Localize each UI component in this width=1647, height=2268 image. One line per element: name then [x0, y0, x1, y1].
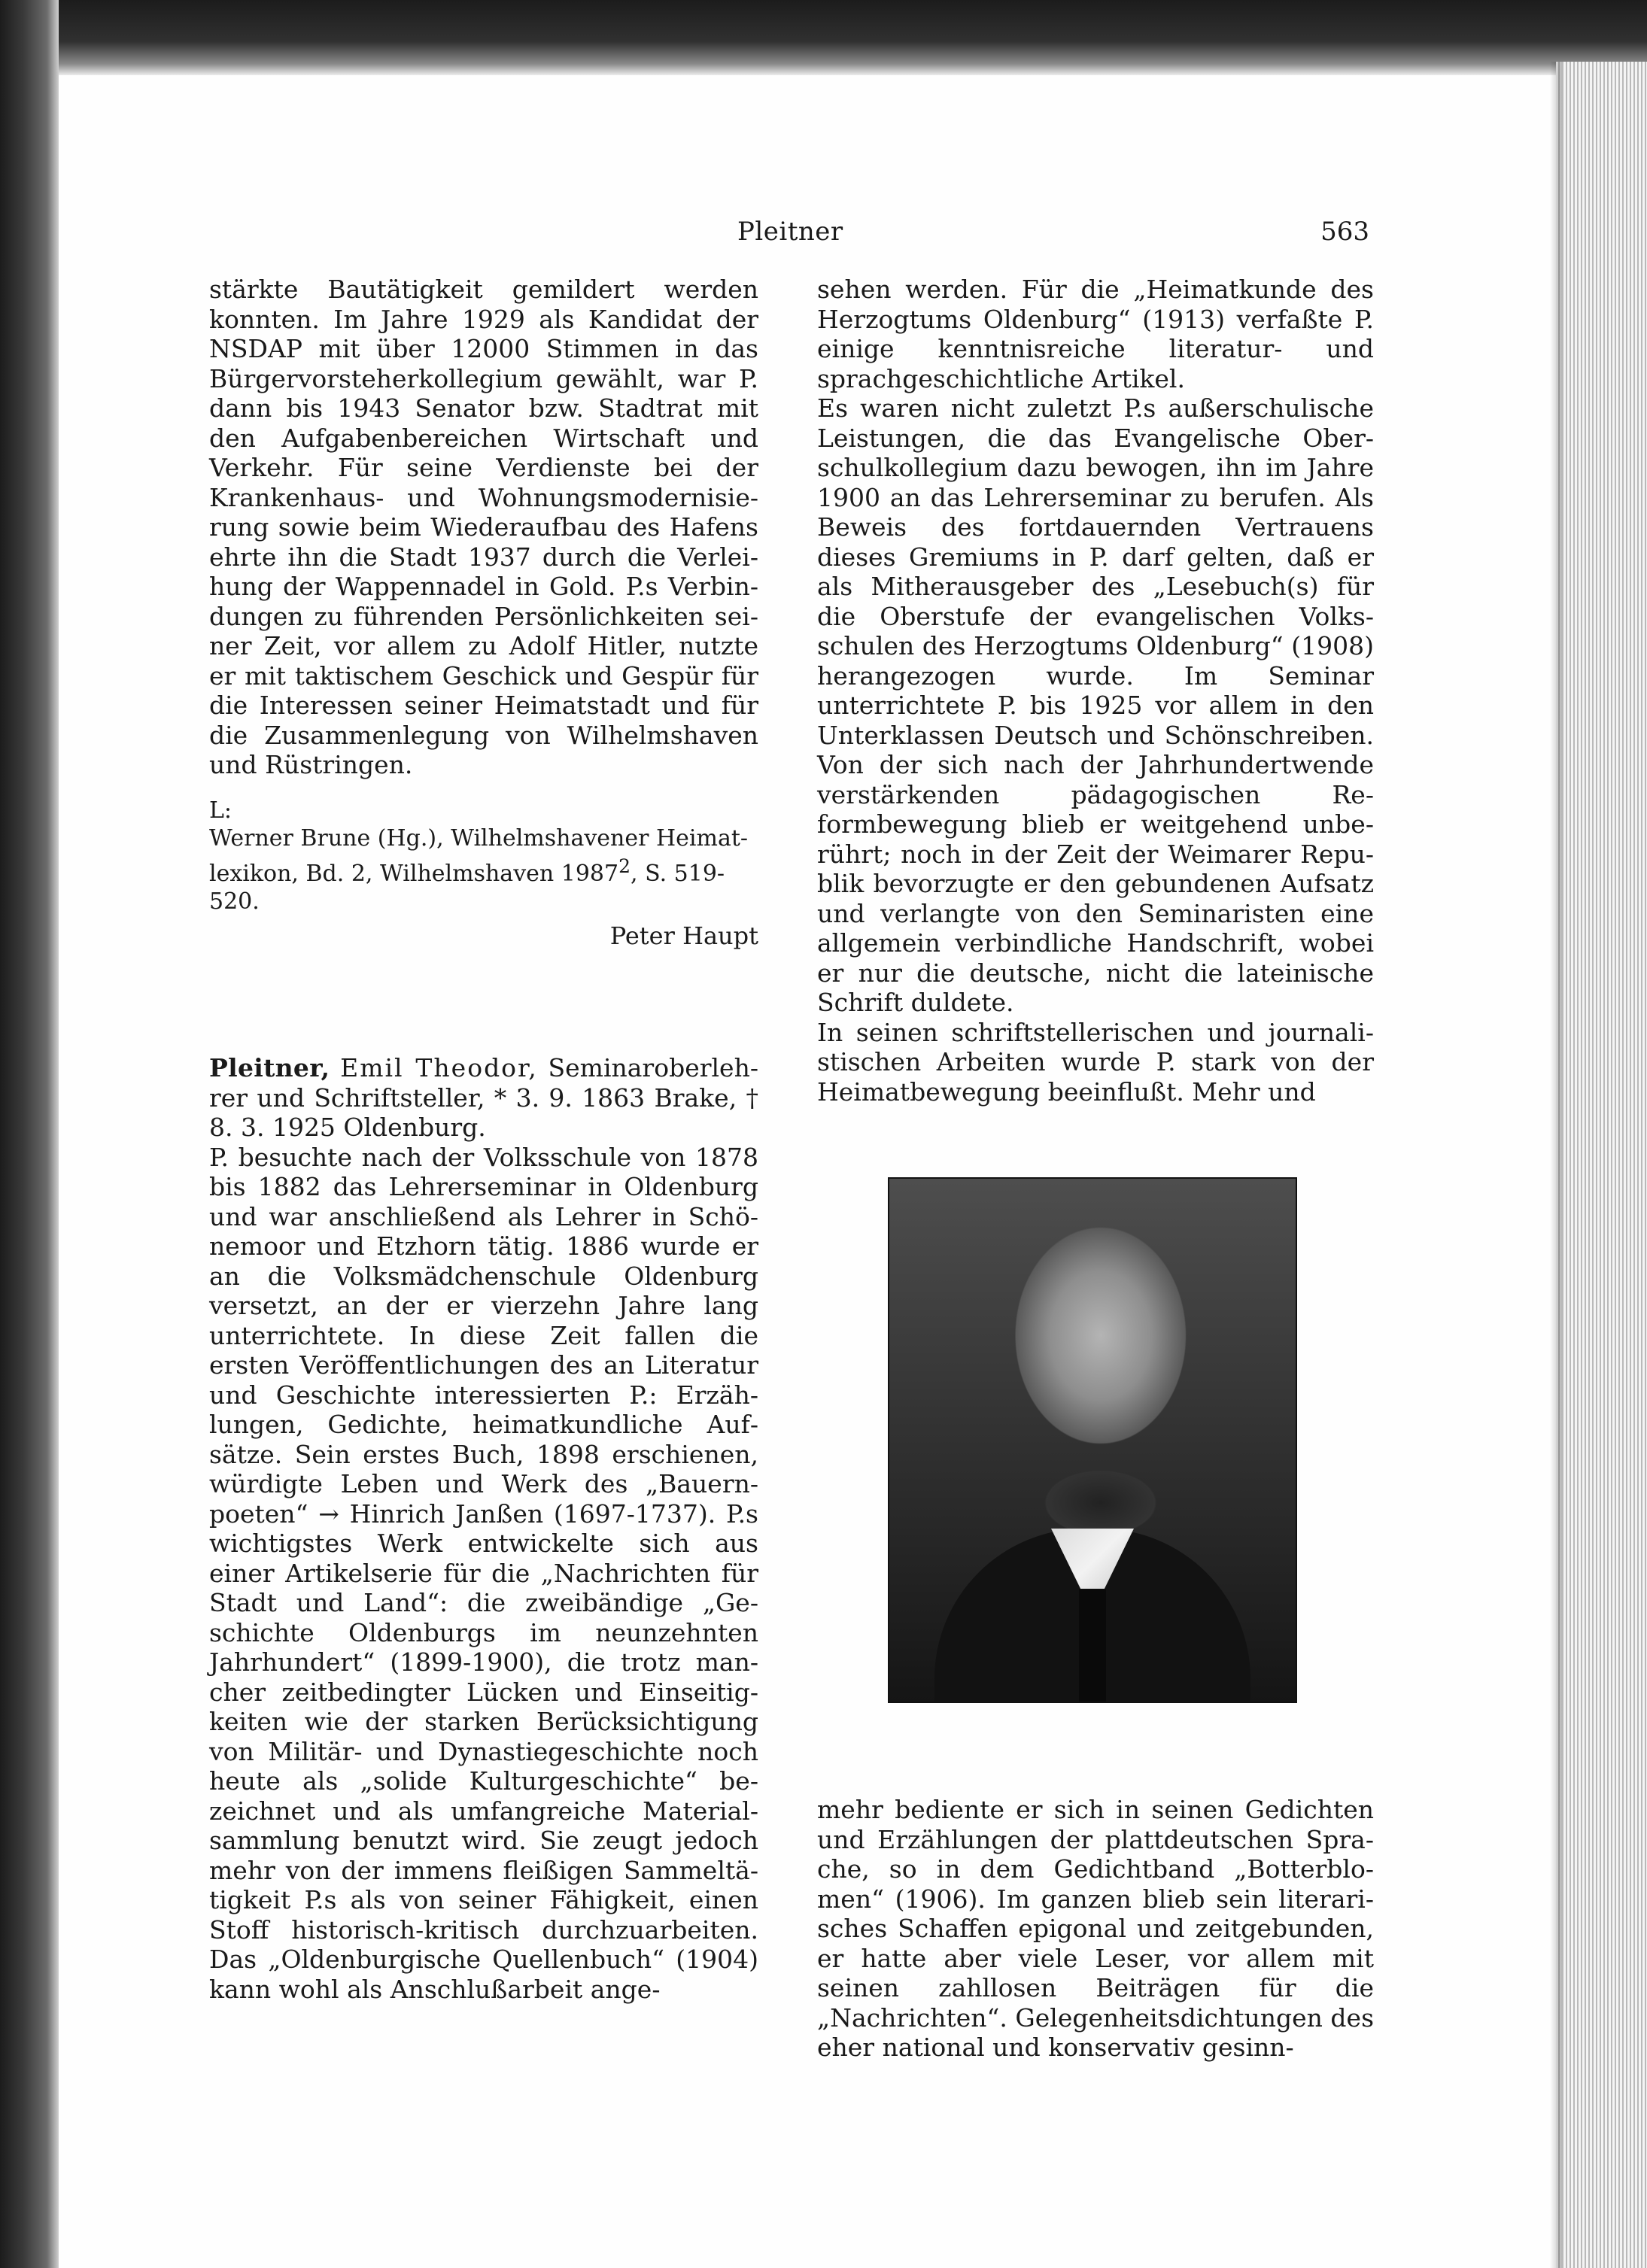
portrait-photo: [888, 1177, 1297, 1703]
entry-author: Peter Haupt: [609, 921, 758, 950]
running-head: Pleitner: [737, 217, 843, 247]
entry-heading: [209, 1053, 758, 1143]
scan-left-edge: [0, 0, 59, 2268]
right-paragraph-3: In seinen schriftstellerischen und journalistischen Arbeiten wurde P. stark von der Heimatbewegung beeinflußt. Mehr und: [817, 1017, 1374, 1107]
previous-entry-continuation: stärkte Bautätigkeit gemildert werden konnten. Im Jahre 1929 als Kandidat der NSDAP mit über 12000 Stimmen in das Bürgervorsteherkollegium gewählt, war P. dann bis 1943 Senator bzw. Stadtrat mit den Aufgabenbereichen Wirtschaft und Verkehr. Für seine Verdienste bei der Krankenhaus- und Wohnungsmodernisierung sowie beim Wiederaufbau des Hafens ehrte ihn die Stadt 1937 durch die Verleihung der Wappennadel in Gold. P.s Verbindungen zu führenden Persönlichkeiten seiner Zeit, vor allem zu Adolf Hitler, nutzte er mit taktischem Geschick und Gespür für die Interessen seiner Heimatstadt und für die Zusammenlegung von Wilhelmshaven und Rüstringen.: [209, 275, 758, 779]
right-column: [817, 275, 1374, 2063]
entry-given-names: Emil Theodor,: [340, 1053, 538, 1082]
edition-superscript: 2: [618, 855, 631, 877]
page-gutter-shadow: [1550, 62, 1562, 2268]
literature-reference-text: Werner Brune (Hg.), Wilhelmshavener Heimatlexikon, Bd. 2, Wilhelmshaven 1987: [209, 824, 749, 887]
right-paragraph-4: mehr bediente er sich in seinen Gedichten und Erzählungen der plattdeutschen Sprache, so in dem Gedichtband „Botterblomen“ (1906). Im ganzen blieb sein literarisches Schaffen epigonal und zeitgebunden, er hatte aber viele Leser, vor allem mit seinen zahllosen Beiträgen für die „Nachrichten“. Gelegenheitsdichtungen des eher national und konservativ gesinn-: [817, 1795, 1374, 2062]
entry-name: Pleitner,: [209, 1053, 330, 1082]
literature-label: L:: [209, 797, 232, 824]
portrait-tie: [1079, 1589, 1106, 1702]
left-column: [209, 275, 758, 2004]
entry-description: Seminaroberlehrer und Schriftsteller, * 3. 9. 1863 Brake, † 8. 3. 1925 Oldenburg.: [209, 1053, 758, 1142]
right-paragraph-2: Es waren nicht zuletzt P.s außerschulische Leistungen, die das Evangelische Oberschulkollegium dazu bewogen, ihn im Jahre 1900 an das Lehrerseminar zu berufen. Als Beweis des fortdauernden Vertrauens dieses Gremiums in P. darf gelten, daß er als Mitherausgeber des „Lesebuch(s) für die Oberstufe der evangelischen Volksschulen des Herzogtums Oldenburg“ (1908) herangezogen wurde. Im Seminar unterrichtete P. bis 1925 vor allem in den Unterklassen Deutsch und Schönschreiben. Von der sich nach der Jahrhundertwende verstärkenden pädagogischen Reformbewegung blieb er weitgehend unberührt; noch in der Zeit der Weimarer Republik bevorzugte er den gebundenen Aufsatz und verlangte von den Seminaristen eine allgemein verbindliche Handschrift, wobei er nur die deutsche, nicht die lateinische Schrift duldete.: [817, 393, 1374, 1017]
page-stack-edge: [1556, 62, 1647, 2268]
entry-separator: [209, 951, 758, 1053]
literature-section: [209, 797, 758, 915]
literature-reference: [209, 824, 758, 915]
literature-reference-pages: , S. 519-520.: [209, 860, 725, 915]
page-number: 563: [1320, 217, 1369, 247]
right-paragraph-1: sehen werden. Für die „Heimatkunde des Herzogtums Oldenburg“ (1913) verfaßte P. einige kenntnisreiche literatur- und sprachgeschichtliche Artikel.: [817, 275, 1374, 393]
entry-body: P. besuchte nach der Volksschule von 1878 bis 1882 das Lehrerseminar in Oldenburg und war anschließend als Lehrer in Schönemoor und Etzhorn tätig. 1886 wurde er an die Volksmädchenschule Oldenburg versetzt, an der er vierzehn Jahre lang unterrichtete. In diese Zeit fallen die ersten Veröffentlichungen des an Literatur und Geschichte interessierten P.: Erzählungen, Gedichte, heimatkundliche Aufsätze. Sein erstes Buch, 1898 erschienen, würdigte Leben und Werk des „Bauernpoeten“ → Hinrich Janßen (1697-1737). P.s wichtigstes Werk entwickelte sich aus einer Artikelserie für die „Nachrichten für Stadt und Land“: die zweibändige „Geschichte Oldenburgs im neunzehnten Jahrhundert“ (1899-1900), die trotz mancher zeitbedingter Lücken und Einseitigkeiten wie der starken Berücksichtigung von Militär- und Dynastiegeschichte noch heute als „solide Kulturgeschichte“ bezeichnet und als umfangreiche Materialsammlung benutzt wird. Sie zeugt jedoch mehr von der immens fleißigen Sammeltätigkeit P.s als von seiner Fähigkeit, einen Stoff historisch-kritisch durchzuarbeiten. Das „Oldenburgische Quellenbuch“ (1904) kann wohl als Anschlußarbeit ange-: [209, 1142, 758, 2004]
scan-top-edge: [0, 0, 1647, 75]
